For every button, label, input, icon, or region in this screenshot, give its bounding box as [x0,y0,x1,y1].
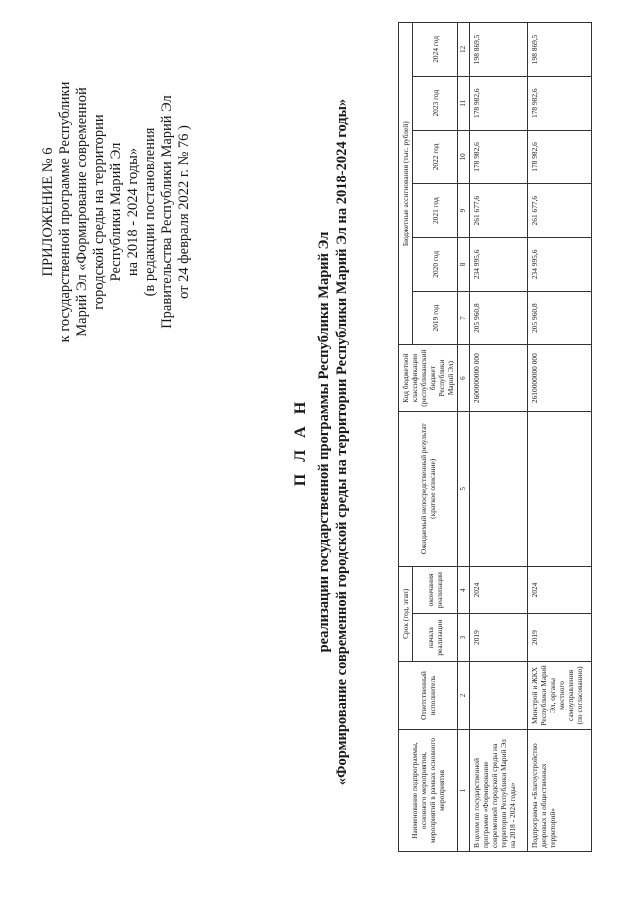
header-budget: Бюджетные ассигнования (тыс. рублей) [399,23,413,345]
header-executor: Ответственный исполнитель [399,661,458,729]
header-name: Наименование подпрограммы, основного мероприятия, мероприятий в рамках основного мероприятия [399,730,458,852]
row-value: 178 982,6 [470,76,528,130]
column-number: 2 [458,661,470,729]
row-executor: Минстрой и ЖКХ Республики Марий Эл, органы местного самоуправления (по согласованию) [528,661,592,729]
row-value: 205 960,8 [470,291,528,345]
row-end: 2024 [528,566,592,614]
header-year: 2020 год [413,238,458,292]
column-number: 4 [458,566,470,614]
header-result: Ожидаемый непосредственный результат (краткое описание) [399,411,458,566]
row-kbk: 2610000000 000 [528,345,592,411]
row-start: 2019 [528,614,592,662]
header-year: 2021 год [413,184,458,238]
rotated-document-page [20,12,620,872]
row-result [470,411,528,566]
plan-title: П Л А Н [292,397,309,487]
row-value: 261 677,6 [528,184,592,238]
header-year: 2024 год [413,23,458,77]
row-name: В целом по государственной программе «Формирование современной городской среды на территории Республики Марий Эл на 2018 - 2024 годы» [470,730,528,852]
header-term-start: начала реализации [413,614,458,662]
row-value: 178 982,6 [528,76,592,130]
appendix-line: городской среды на территории [91,114,107,310]
table-row [470,23,528,852]
appendix-line: на 2018 - 2024 годы» [125,147,141,277]
appendix-line: к государственной программе Республики [57,81,73,343]
column-number: 3 [458,614,470,662]
row-kbk: 2600000000 000 [470,345,528,411]
row-value: 198 869,5 [470,23,528,77]
column-number-row [458,23,470,852]
row-name: Подпрограмма «Благоустройство дворовых и общественных территорий» [528,730,592,852]
header-kbk: Код бюджетной классификации (республиканский бюджет Республики Марий Эл) [399,345,458,411]
row-end: 2024 [470,566,528,614]
header-term: Срок (год, этап) [399,566,413,661]
header-year: 2019 год [413,291,458,345]
appendix-line: Марий Эл «Формирование современной [74,87,90,337]
appendix-line: ПРИЛОЖЕНИЕ № 6 [40,147,56,277]
row-value: 198 869,5 [528,23,592,77]
row-value: 234 995,6 [470,238,528,292]
appendix-block [40,32,193,392]
plan-subtitle-1: реализации государственной программы Республики Марий Эл [316,231,332,653]
column-number: 7 [458,291,470,345]
row-start: 2019 [470,614,528,662]
appendix-line: (в редакции постановления [142,127,158,297]
row-value: 261 677,6 [470,184,528,238]
column-number: 1 [458,730,470,852]
appendix-line: Республики Марий Эл [108,142,124,282]
row-value: 178 982,6 [528,130,592,184]
row-result [528,411,592,566]
header-year: 2022 год [413,130,458,184]
row-value: 178 982,6 [470,130,528,184]
column-number: 11 [458,76,470,130]
row-executor [470,661,528,729]
column-number: 12 [458,23,470,77]
appendix-line: Правительства Республики Марий Эл [159,95,175,329]
table-row [528,23,592,852]
table-header-row [399,23,413,852]
header-term-end: окончания реализации [413,566,458,614]
column-number: 10 [458,130,470,184]
row-value: 234 995,6 [528,238,592,292]
plan-subtitle-2: «Формирование современной городской среды на территории Республики Марий Эл на 2018-2024 годы» [334,98,350,786]
plan-table [398,22,592,852]
row-value: 205 960,8 [528,291,592,345]
column-number: 8 [458,238,470,292]
column-number: 9 [458,184,470,238]
column-number: 6 [458,345,470,411]
appendix-line: от 24 февраля 2022 г. № 76 ) [176,125,192,299]
header-year: 2023 год [413,76,458,130]
column-number: 5 [458,411,470,566]
